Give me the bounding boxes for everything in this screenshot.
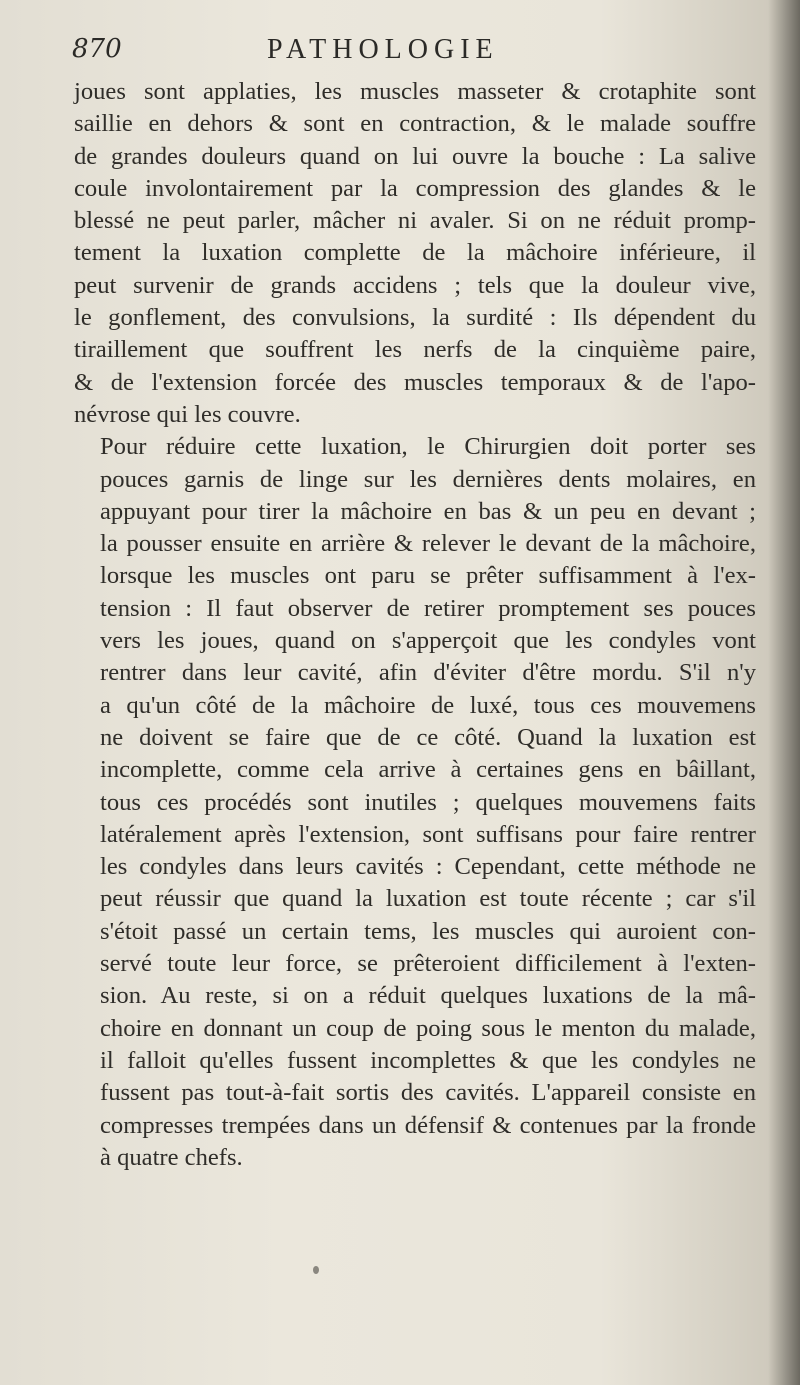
text-line: sion. Au reste, si on a réduit quelques luxations de la mâ- <box>100 982 756 1010</box>
text-line: les condyles dans leurs cavités : Cependant, cette méthode ne <box>100 853 756 881</box>
text-line: Pour réduire cette luxation, le Chirurgien doit porter ses <box>100 433 756 461</box>
body-text <box>74 76 756 1174</box>
text-line: peut réussir que quand la luxation est toute récente ; car s'il <box>100 885 756 913</box>
page-number: 870 <box>72 34 122 64</box>
text-line: tension : Il faut observer de retirer promptement ses pouces <box>100 594 756 622</box>
text-line: ne doivent se faire que de ce côté. Quand la luxation est <box>100 723 756 751</box>
text-line: lorsque les muscles ont paru se prêter suffisamment à l'ex- <box>100 562 756 590</box>
text-line: & de l'extension forcée des muscles temporaux & de l'apo- <box>74 368 756 396</box>
text-line: la pousser ensuite en arrière & relever le devant de la mâchoire, <box>100 530 756 558</box>
text-line: tiraillement que souffrent les nerfs de la cinquième paire, <box>74 336 756 364</box>
text-line: joues sont applaties, les muscles masseter & crotaphite sont <box>74 78 756 105</box>
text-line: peut survenir de grands accidens ; tels que la douleur vive, <box>74 271 756 299</box>
text-line: choire en donnant un coup de poing sous le menton du malade, <box>100 1014 756 1042</box>
text-line: latéralement après l'extension, sont suffisans pour faire rentrer <box>100 820 756 848</box>
page-header <box>72 34 762 70</box>
running-head: PATHOLOGIE <box>267 34 499 65</box>
text-line: saillie en dehors & sont en contraction, & le malade souffre <box>74 110 756 138</box>
text-line: servé toute leur force, se prêteroient difficilement à l'exten- <box>100 950 756 978</box>
text-line: le gonflement, des convulsions, la surdité : Ils dépendent du <box>74 304 756 332</box>
text-line: fussent pas tout-à-fait sortis des cavités. L'appareil consiste en <box>100 1079 756 1107</box>
text-line: a qu'un côté de la mâchoire de luxé, tous ces mouvemens <box>100 691 756 719</box>
text-line: blessé ne peut parler, mâcher ni avaler. Si on ne réduit promp- <box>74 207 756 235</box>
text-line: vers les joues, quand on s'apperçoit que les condyles vont <box>100 627 756 655</box>
paragraph-2 <box>74 431 756 1174</box>
text-line: appuyant pour tirer la mâchoire en bas & un peu en devant ; <box>100 497 756 525</box>
text-line: de grandes douleurs quand on lui ouvre la bouche : La salive <box>74 142 756 170</box>
text-line: pouces garnis de linge sur les dernières dents molaires, en <box>100 465 756 493</box>
text-line: il falloit qu'elles fussent incomplettes & que les condyles ne <box>100 1046 756 1074</box>
text-line: tous ces procédés sont inutiles ; quelques mouvemens faits <box>100 788 756 816</box>
text-line: tement la luxation complette de la mâchoire inférieure, il <box>74 239 756 267</box>
text-line: s'étoit passé un certain tems, les muscles qui auroient con- <box>100 917 756 945</box>
text-line: rentrer dans leur cavité, afin d'éviter d'être mordu. S'il n'y <box>100 659 756 687</box>
text-line: névrose qui les couvre. <box>74 400 301 428</box>
text-line: incomplette, comme cela arrive à certaines gens en bâillant, <box>100 756 756 784</box>
text-line: compresses trempées dans un défensif & contenues par la fronde <box>100 1111 756 1139</box>
paragraph-1 <box>74 76 756 431</box>
text-line: à quatre chefs. <box>100 1143 243 1171</box>
ink-spot <box>313 1266 319 1274</box>
text-line: coule involontairement par la compression des glandes & le <box>74 174 756 202</box>
